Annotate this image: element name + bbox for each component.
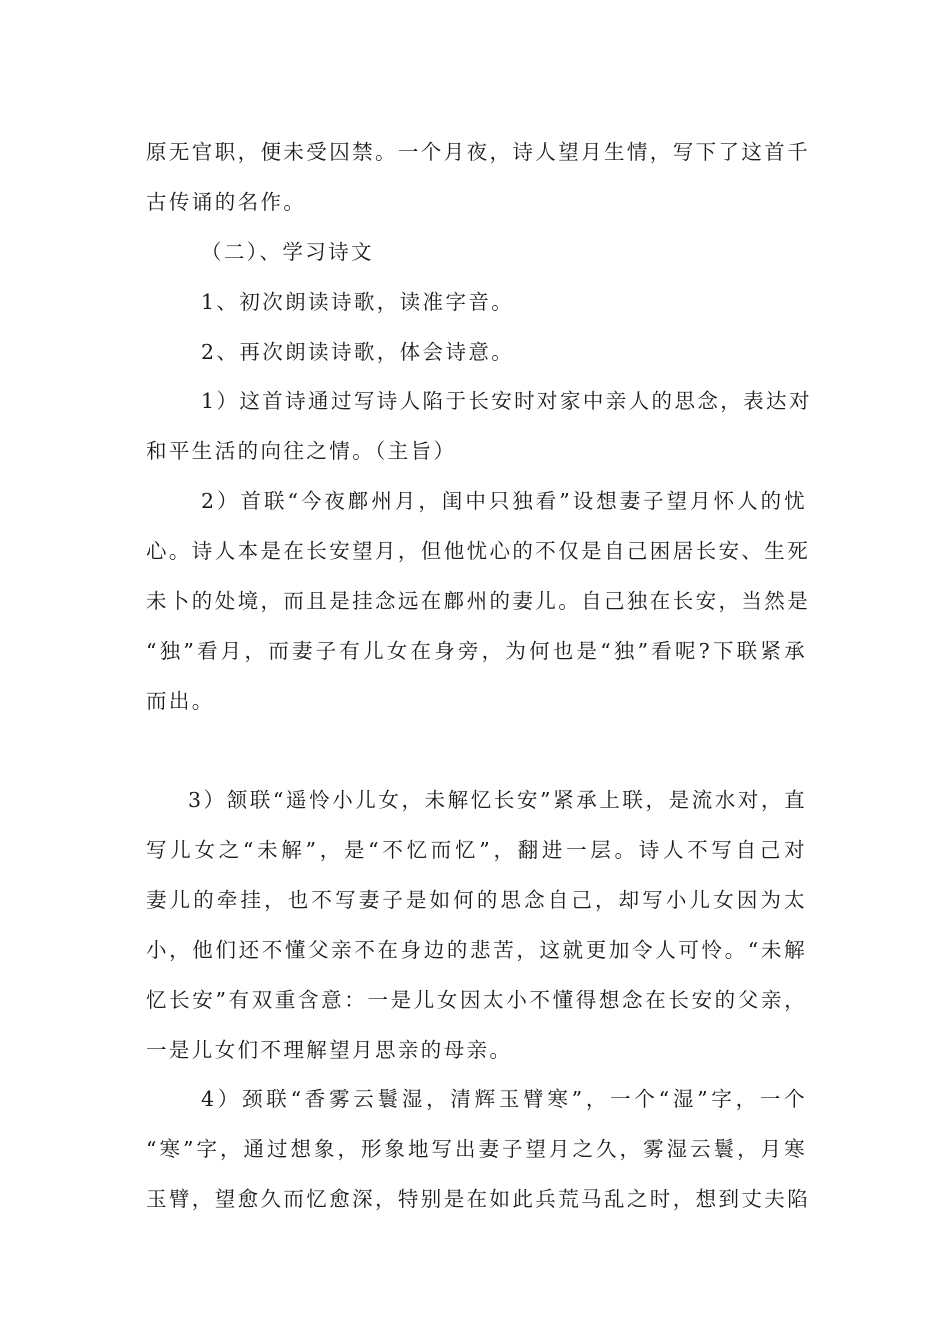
paragraph-line: 和平生活的向往之情。（主旨）: [146, 439, 457, 463]
paragraph-line: 4）颈联“香雾云鬟湿，清辉玉臂寒”，一个“湿”字，一个: [201, 1087, 807, 1111]
paragraph-line: 古传诵的名作。: [146, 190, 307, 214]
paragraph-line: 玉臂，望愈久而忆愈深，特别是在如此兵荒马乱之时，想到丈夫陷: [146, 1187, 811, 1211]
paragraph-line: 一是儿女们不理解望月思亲的母亲。: [146, 1038, 513, 1062]
paragraph-line: 3）颔联“遥怜小儿女，未解忆长安”紧承上联，是流水对，直: [188, 788, 807, 812]
section-heading: （二）、学习诗文: [201, 240, 374, 264]
paragraph-line: 忆长安”有双重含意：一是儿女因太小不懂得想念在长安的父亲，: [146, 988, 807, 1012]
paragraph-line: 小，他们还不懂父亲不在身边的悲苦，这就更加令人可怜。“未解: [146, 938, 807, 962]
step-item: 1、初次朗读诗歌，读准字音。: [201, 290, 515, 314]
paragraph-line: 原无官职，便未受囚禁。一个月夜，诗人望月生情，写下了这首千: [146, 140, 811, 164]
paragraph-line: 妻儿的牵挂，也不写妻子是如何的思念自己，却写小儿女因为太: [146, 888, 807, 912]
paragraph-line: “寒”字，通过想象，形象地写出妻子望月之久，雾湿云鬟，月寒: [146, 1137, 807, 1161]
paragraph-line: 1）这首诗通过写诗人陷于长安时对家中亲人的思念，表达对: [201, 389, 812, 413]
paragraph-line: 心。诗人本是在长安望月，但他忧心的不仅是自己困居长安、生死: [146, 539, 811, 563]
paragraph-line: 2）首联“今夜鄜州月，闺中只独看”设想妻子望月怀人的忧: [201, 489, 807, 513]
paragraph-line: 写儿女之“未解”，是“不忆而忆”，翻进一层。诗人不写自己对: [146, 838, 807, 862]
paragraph-line: “独”看月，而妻子有儿女在身旁，为何也是“独”看呢?下联紧承: [146, 639, 807, 663]
paragraph-line: 未卜的处境，而且是挂念远在鄜州的妻儿。自己独在长安，当然是: [146, 589, 811, 613]
paragraph-line: 而出。: [146, 689, 215, 713]
step-item: 2、再次朗读诗歌，体会诗意。: [201, 340, 515, 364]
